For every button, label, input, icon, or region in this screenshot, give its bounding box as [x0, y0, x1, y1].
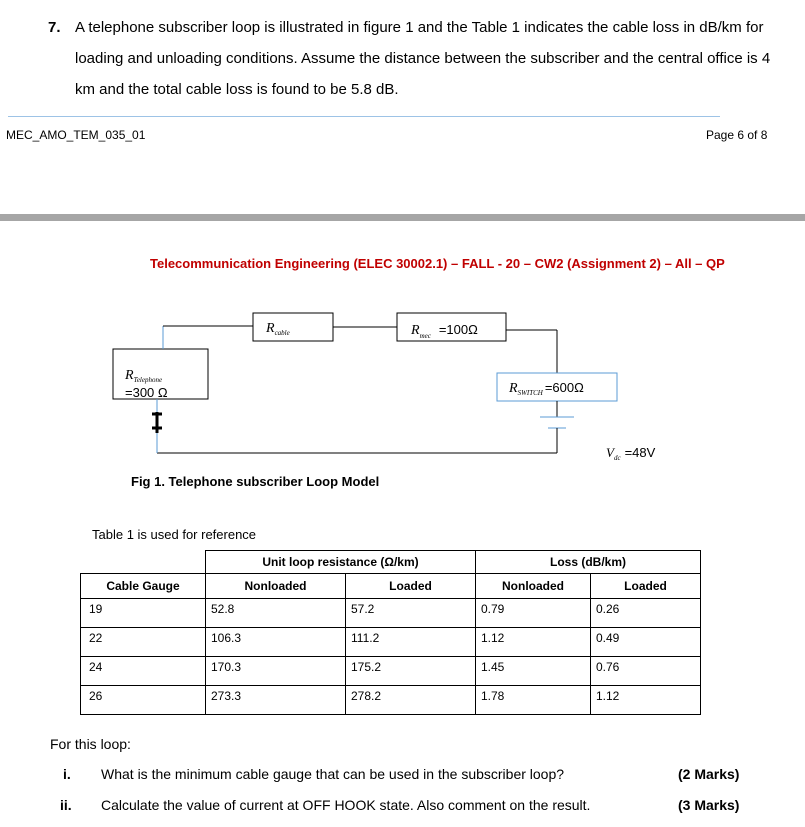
svg-text:Rcable — [265, 321, 290, 337]
table-cell: 111.2 — [346, 628, 476, 657]
tel-label-sub: Telephone — [133, 376, 163, 384]
svg-text:RSWITCH=600Ω — [508, 380, 584, 397]
column-header: Nonloaded — [476, 574, 591, 599]
table-row — [81, 628, 701, 657]
hook-switch — [152, 412, 162, 433]
svg-text:RTelephone — [124, 368, 162, 384]
switch-label-sub: SWITCH — [517, 389, 543, 397]
table-cell: 106.3 — [206, 628, 346, 657]
table-cell: 24 — [81, 657, 206, 686]
table-cell: 52.8 — [206, 599, 346, 628]
svg-text:Vdc=48V — [606, 445, 656, 462]
sub-question-marks: (3 Marks) — [678, 797, 740, 813]
table-cell: 0.76 — [591, 657, 701, 686]
sub-questions-intro: For this loop: — [50, 736, 131, 752]
document-code: MEC_AMO_TEM_035_01 — [6, 128, 146, 142]
sub-question-label: i. — [63, 766, 71, 782]
table-cell: 278.2 — [346, 686, 476, 715]
circuit-diagram — [0, 290, 805, 480]
table-cell: 175.2 — [346, 657, 476, 686]
vdc-value: =48V — [624, 445, 656, 460]
sub-question-label: ii. — [60, 797, 72, 813]
sub-question-marks: (2 Marks) — [678, 766, 740, 782]
table-cell: 170.3 — [206, 657, 346, 686]
column-header: Loaded — [346, 574, 476, 599]
table-cell: 22 — [81, 628, 206, 657]
table-caption: Table 1 is used for reference — [92, 527, 257, 542]
tel-label-main: R — [125, 368, 134, 383]
column-header: Nonloaded — [206, 574, 346, 599]
switch-label-main: R — [509, 381, 518, 396]
mec-value: =100Ω — [438, 322, 478, 337]
table-cell: 273.3 — [206, 686, 346, 715]
table-cell: 19 — [81, 599, 206, 628]
table-cell: 1.12 — [476, 628, 591, 657]
sub-question-text: Calculate the value of current at OFF HOOK state. Also comment on the result. — [101, 797, 591, 813]
table-cell: 1.12 — [591, 686, 701, 715]
column-header: Cable Gauge — [81, 574, 206, 599]
table-cell: 1.78 — [476, 686, 591, 715]
question-text: A telephone subscriber loop is illustrated in figure 1 and the Table 1 indicates the cable loss in dB/km for loading and unloading conditions. Assume the distance between the subscriber and the central office is 4 km and the total cable loss is found to be 5.8 dB. — [75, 19, 771, 98]
svg-text:Rmec=100Ω — [410, 322, 478, 340]
vdc-label-main: V — [606, 445, 614, 460]
table-cell: 1.45 — [476, 657, 591, 686]
mec-label-main: R — [411, 323, 420, 338]
figure-caption: Fig 1. Telephone subscriber Loop Model — [131, 474, 380, 489]
group-header-loss: Loss (dB/km) — [476, 551, 701, 574]
cable-loss-table — [80, 550, 701, 715]
page-break-bar — [0, 214, 805, 221]
table-cell: 57.2 — [346, 599, 476, 628]
table-cell: 0.26 — [591, 599, 701, 628]
switch-value: =600Ω — [544, 380, 584, 395]
page-number: Page 6 of 8 — [706, 128, 768, 142]
mec-label-sub: mec — [419, 332, 431, 340]
cable-label-main: R — [266, 321, 275, 336]
group-header-resistance: Unit loop resistance (Ω/km) — [206, 551, 476, 574]
vdc-label-sub: dc — [613, 454, 621, 462]
table-row — [81, 686, 701, 715]
divider-line — [8, 116, 720, 117]
table-cell: 0.49 — [591, 628, 701, 657]
table-cell: 0.79 — [476, 599, 591, 628]
column-header: Loaded — [591, 574, 701, 599]
table-row — [81, 657, 701, 686]
question-number: 7. — [48, 19, 61, 36]
table-row — [81, 599, 701, 628]
sub-question-text: What is the minimum cable gauge that can be used in the subscriber loop? — [101, 766, 565, 782]
table-cell: 26 — [81, 686, 206, 715]
tel-value: =300 Ω — [125, 385, 168, 400]
cable-label-sub: cable — [274, 329, 290, 337]
course-header: Telecommunication Engineering (ELEC 30002.1) – FALL - 20 – CW2 (Assignment 2) – All – QP — [150, 256, 725, 271]
cable-resistor — [253, 313, 333, 341]
